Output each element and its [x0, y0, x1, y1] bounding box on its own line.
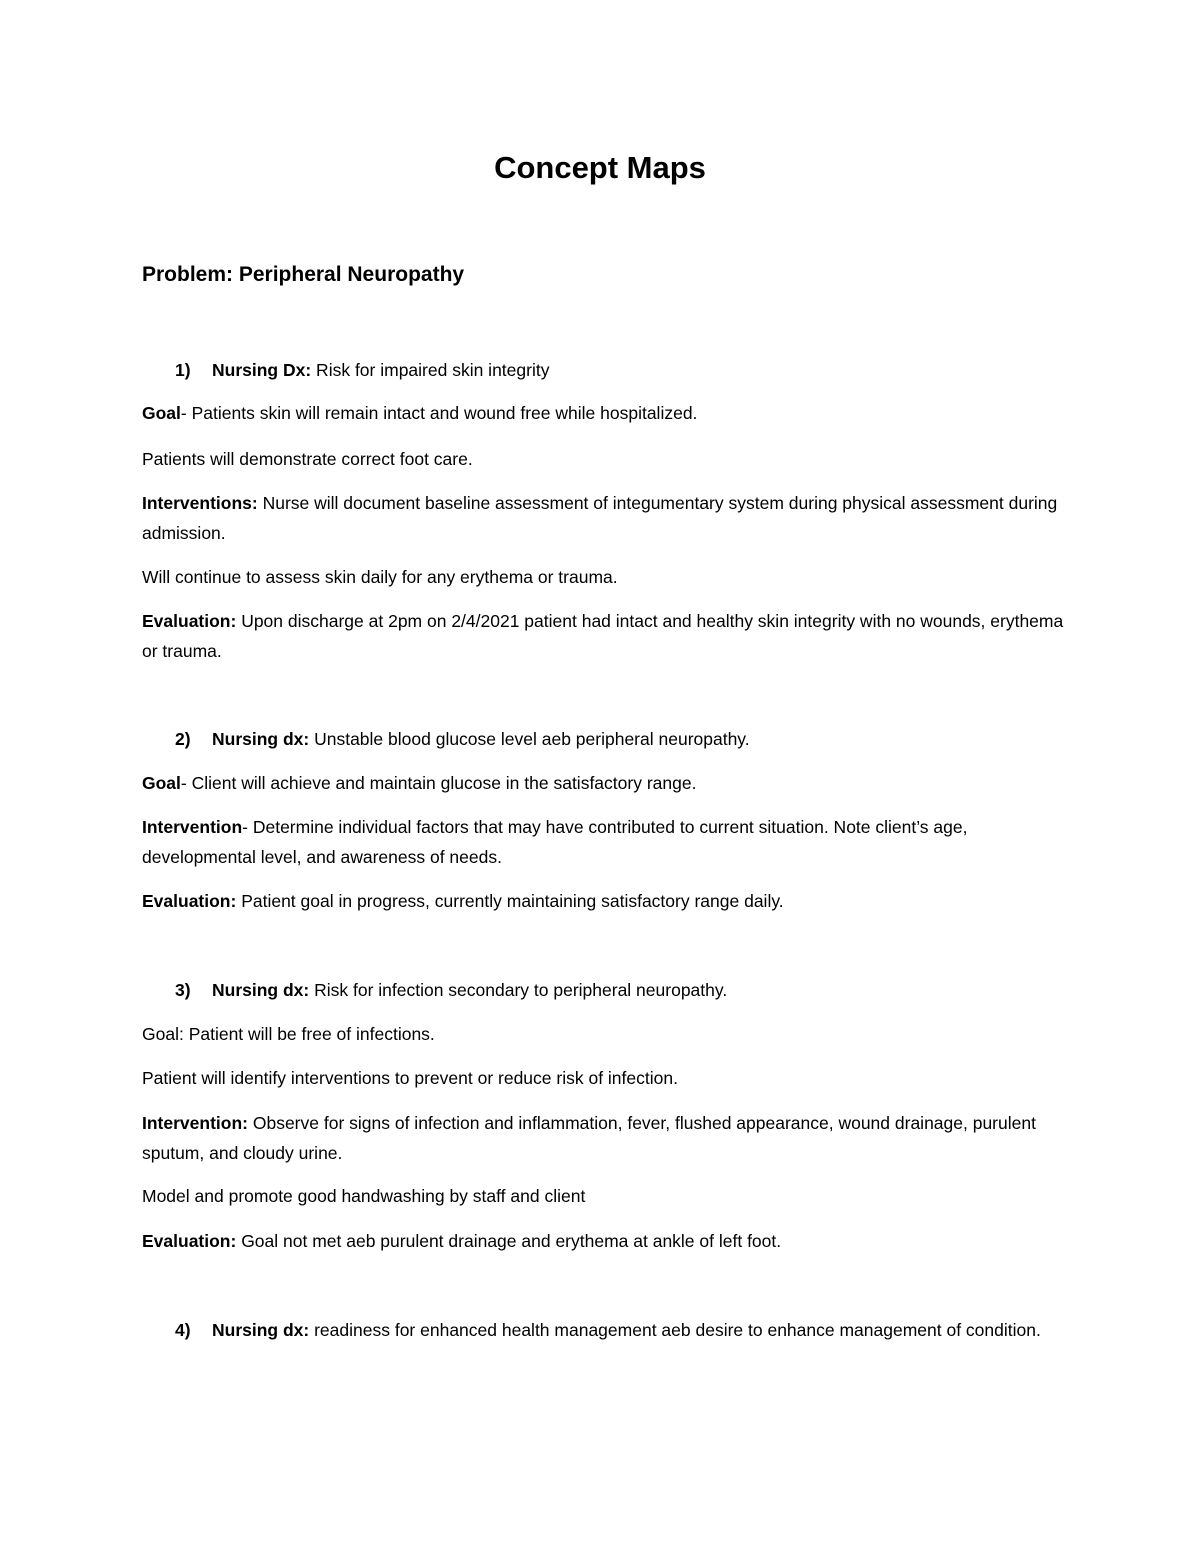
dx-number: 3)	[175, 980, 191, 1000]
interventions-extra-1: Will continue to assess skin daily for any erythema or trauma.	[142, 567, 618, 587]
dx-value: Risk for infection secondary to peripheral neuropathy.	[309, 980, 728, 1000]
dx-text	[212, 724, 1042, 754]
goal-label: Goal:	[142, 1024, 184, 1044]
document-title: Concept Maps	[494, 150, 706, 185]
evaluation-text: Goal not met aeb purulent drainage and erythema at ankle of left foot.	[236, 1231, 782, 1251]
interventions-1	[142, 488, 1072, 548]
interventions-extra-3: Model and promote good handwashing by staff and client	[142, 1186, 586, 1206]
evaluation-text: Upon discharge at 2pm on 2/4/2021 patient had intact and healthy skin integrity with no wounds, erythema or trauma.	[142, 611, 1064, 661]
nursing-dx-4	[0, 1315, 1200, 1375]
evaluation-label: Evaluation:	[142, 1231, 237, 1251]
goal-text: Patient will be free of infections.	[183, 1024, 435, 1044]
goal-text: - Patients skin will remain intact and wound free while hospitalized.	[180, 403, 698, 423]
goal-extra-3: Patient will identify interventions to prevent or reduce risk of infection.	[142, 1068, 678, 1088]
nursing-dx-1	[0, 355, 1200, 385]
dx-number: 1)	[175, 360, 191, 380]
goal-3	[142, 1019, 1072, 1049]
dx-value: Unstable blood glucose level aeb peripheral neuropathy.	[309, 729, 750, 749]
dx-label: Nursing Dx:	[212, 360, 312, 380]
interventions-3	[142, 1108, 1072, 1168]
dx-text	[212, 975, 1042, 1005]
interventions-text: Observe for signs of infection and inflammation, fever, flushed appearance, wound drainage, purulent sputum, and cloudy urine.	[142, 1113, 1036, 1163]
evaluation-label: Evaluation:	[142, 611, 237, 631]
evaluation-text: Patient goal in progress, currently maintaining satisfactory range daily.	[236, 891, 784, 911]
goal-label: Goal	[142, 403, 181, 423]
nursing-dx-3	[0, 975, 1200, 1005]
goal-1	[142, 398, 1072, 428]
dx-number: 4)	[175, 1320, 191, 1340]
dx-label: Nursing dx:	[212, 1320, 310, 1340]
dx-number: 2)	[175, 729, 191, 749]
interventions-label: Intervention	[142, 817, 243, 837]
goal-2	[142, 768, 1072, 798]
goal-extra-1: Patients will demonstrate correct foot care.	[142, 449, 473, 469]
evaluation-3	[142, 1226, 1072, 1256]
interventions-label: Intervention:	[142, 1113, 248, 1133]
interventions-label: Interventions:	[142, 493, 258, 513]
dx-label: Nursing dx:	[212, 729, 310, 749]
interventions-text: Nurse will document baseline assessment of integumentary system during physical assessment during admission.	[142, 493, 1058, 543]
interventions-2	[142, 812, 1072, 872]
dx-value: Risk for impaired skin integrity	[311, 360, 550, 380]
nursing-dx-2	[0, 724, 1200, 754]
evaluation-1	[142, 606, 1072, 666]
evaluation-label: Evaluation:	[142, 891, 237, 911]
problem-heading: Problem: Peripheral Neuropathy	[142, 263, 465, 286]
dx-label: Nursing dx:	[212, 980, 310, 1000]
goal-label: Goal	[142, 773, 181, 793]
dx-text	[212, 355, 1042, 385]
evaluation-2	[142, 886, 1072, 916]
dx-value: readiness for enhanced health management aeb desire to enhance management of condition.	[309, 1320, 1041, 1340]
interventions-text: - Determine individual factors that may have contributed to current situation. Note client’s age, developmental level, and awareness of needs.	[142, 817, 968, 867]
dx-text	[212, 1315, 1042, 1345]
goal-text: - Client will achieve and maintain glucose in the satisfactory range.	[180, 773, 697, 793]
